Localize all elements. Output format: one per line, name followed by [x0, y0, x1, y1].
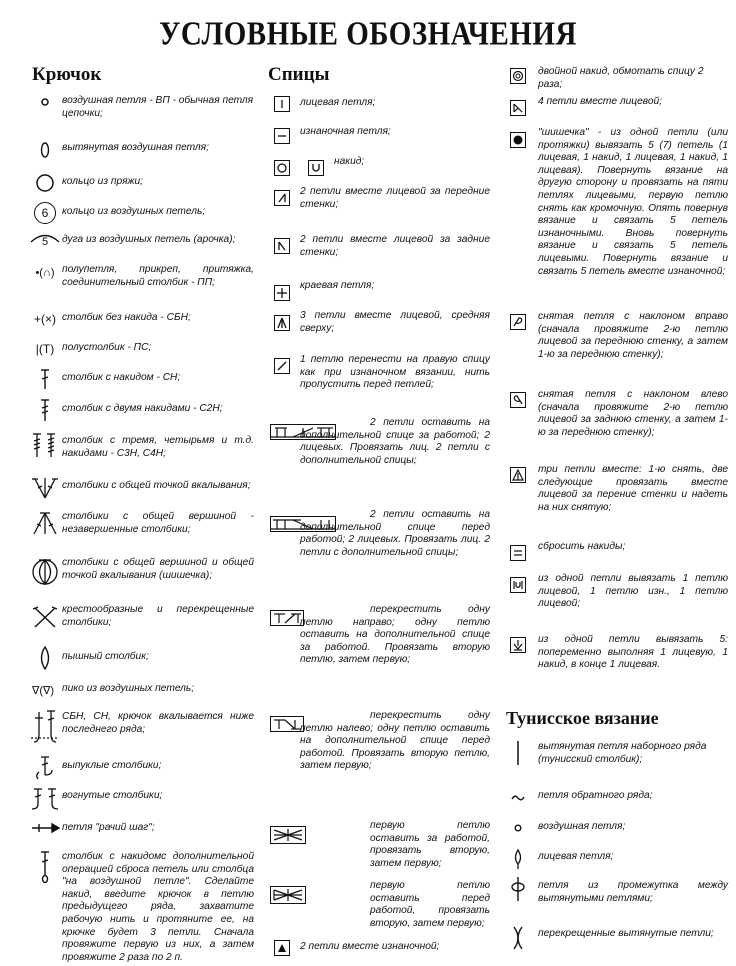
legend-item: 2 петли вместе изнаночной; [300, 941, 440, 952]
legend-item: кольцо из пряжи; [62, 176, 144, 187]
below-row-icon [30, 708, 60, 746]
knit-loop-icon [510, 848, 526, 870]
crab-stitch-icon [30, 822, 60, 834]
recessed-icon [28, 786, 62, 812]
cross-right-icon [270, 610, 304, 626]
cross-left-icon [270, 716, 304, 732]
sk2p-icon [510, 467, 526, 483]
slip-purlwise-icon [274, 358, 290, 374]
legend-item: столбик с тремя, четырьмя и т.д. накидами - С3Н, С4Н; [62, 435, 254, 459]
picot-icon: ∇(∇) [31, 684, 55, 697]
legend-item: дуга из воздушных петель (арочка); [62, 234, 236, 245]
legend-item: вогнутые столбики; [62, 790, 163, 801]
legend-item: столбик с двумя накидами - С2Н; [62, 403, 223, 414]
double-crochet-icon [36, 368, 54, 390]
legend-item: снятая петля с наклоном вправо (сначала провяжите 2-ю петлю лицевой за переднюю стенку, а затем 1-ю за переднюю стенку); [538, 311, 728, 360]
nupp-icon [510, 132, 526, 148]
legend-item: воздушная петля; [538, 821, 626, 832]
legend-item: столбик без накида - СБН; [62, 312, 191, 323]
legend-item: краевая петля; [300, 280, 375, 291]
legend-item: 2 петли оставить на дополнительной спице за работой; 2 лицевых. Провязать лиц. 2 петли с дополнительной спицы; [300, 417, 490, 466]
legend-item: 2 петли оставить на дополнительной спице перед работой; 2 лицевых. Провязать лиц. 2 петли с дополнительной спицы; [300, 509, 490, 558]
legend-item: 4 петли вместе лицевой; [538, 96, 663, 107]
return-loop-icon [508, 792, 528, 804]
double-yo-icon [510, 68, 526, 84]
tss-icon [510, 740, 526, 766]
single-crochet-icon: +(×) [33, 312, 56, 326]
legend-item: 3 петли вместе лицевой, средняя сверху; [300, 310, 490, 334]
yarn-over-alt-icon [308, 160, 324, 176]
legend-item: перекрещенные вытянутые петли; [538, 928, 714, 939]
page-title: УСЛОВНЫЕ ОБОЗНАЧЕНИЯ [159, 15, 577, 53]
k3tog-icon [274, 315, 290, 331]
legend-item: воздушная петля - ВП - обычная петля цепочки; [62, 95, 254, 119]
legend-item: из одной петли вывязать 5: попеременно выполняя 1 лицевую, 1 накид, в конце 1 лицевая. [538, 634, 728, 671]
legend-item: двойной накид, обмотать спицу 2 раза; [538, 66, 704, 90]
legend-item: столбики с общей вершиной - незавершенные столбики; [62, 511, 254, 535]
k2tog-back-icon [274, 238, 290, 254]
arch-count: 5 [41, 236, 49, 248]
legend-item: перекрестить одну петлю налево; одну петлю оставить на дополнительной спице перед работой. Провязать вторую петлю, затем первую; [300, 710, 490, 772]
legend-item: 1 петлю перенести на правую спицу как при изнаночном вязании, нить пропустить перед петлей; [300, 354, 490, 391]
legend-item: крестообразные и перекрещенные столбики; [62, 604, 254, 628]
k2tog-front-icon [274, 190, 290, 206]
legend-item: столбик с накидомс дополнительной операцией сброса петель или столбца "на воздушной петле". Сделайте накид, введите крючок в петлю предыдущего ряда, захватите рабочую нить и протяните ее, на крючке будет 3 петли. Сначала провяжите первую из них, а затем провяжите 2 раза по 2 п. [62, 851, 254, 963]
inc5-icon [510, 637, 526, 653]
treble-crochet-icon [36, 398, 54, 422]
legend-item: петля "рачий шаг"; [62, 822, 155, 833]
legend-item: вытянутая воздушная петля; [62, 142, 209, 153]
slip-stitch-icon: •(∩) [35, 267, 55, 279]
between-loops-icon [508, 876, 528, 902]
legend-item: три петли вместе: 1-ю снять, две следующие провязать вместе лицевой за перение стенки и надеть на них снятую; [538, 464, 728, 513]
legend-item: лицевая петля; [538, 851, 614, 862]
ssk-left-icon [510, 392, 526, 408]
legend-item: столбики с общей вершиной и общей точкой вкалывания (шишечка); [62, 557, 254, 581]
chain-arch-icon [28, 229, 62, 249]
legend-item: петля обратного ряда; [538, 790, 653, 801]
chain-stitch-icon [36, 96, 54, 108]
legend-item: вытянутая петля наборного ряда (тунисский столбик); [538, 741, 707, 765]
half-double-icon: |(T) [35, 342, 55, 356]
legend-item: полупетля, прикреп, притяжка, соединительный столбик - ПП; [62, 264, 254, 288]
k4tog-icon [510, 100, 526, 116]
knit-icon [274, 96, 290, 112]
p2tog-icon [274, 940, 290, 956]
legend-item: столбики с общей точкой вкалывания; [62, 480, 251, 491]
crossed-loops-icon [510, 926, 526, 950]
legend-item: лицевая петля; [300, 97, 376, 108]
chain-icon [510, 822, 526, 834]
drop-yo-icon [510, 545, 526, 561]
legend-item: 2 петли вместе лицевой за задние стенки; [300, 234, 490, 258]
legend-item: СБН, СН, крючок вкалывается ниже последнего ряда; [62, 711, 254, 735]
tunisian-heading: Тунисское вязание [506, 708, 659, 728]
legend-item: пышный столбик; [62, 651, 149, 662]
legend-item: полустолбик - ПС; [62, 342, 152, 353]
dc-closure-icon [34, 850, 56, 884]
elongated-chain-icon [36, 141, 54, 159]
chain-ring-icon: 6 [34, 202, 56, 224]
legend-item: первую петлю оставить за работой, провязать вторую, затем первую; [370, 820, 490, 869]
legend-item: выпуклые столбики; [62, 760, 162, 771]
swap-front-icon [270, 886, 306, 904]
crochet-heading: Крючок [32, 64, 102, 85]
crossed-icon [32, 605, 58, 629]
yarn-over-icon [274, 160, 290, 176]
bobble-icon [28, 557, 62, 587]
legend-item: первую петлю оставить перед работой, провязать вторую, затем первую; [370, 880, 490, 929]
swap-back-icon [270, 826, 306, 844]
legend-item: изнаночная петля; [300, 126, 391, 137]
purl-icon [274, 128, 290, 144]
legend-item: петля из промежутка между вытянутыми петлями; [538, 880, 728, 904]
legend-item: "шишечка" - из одной петли (или протяжки) вывязать 5 (7) петель (1 лицевая, 1 накид, 1 лицевая, 1 накид, 1 лицевая). Повернуть вязание на другую сторону и провязать на пяти петлях лицевыми, первую петлю снять как кромочную. Опять повернув вязание и связать 5 петель изнаночными. Вновь повернуть вязание и связать 5 петель лицевыми. Повернуть вязание и связать 5 петель вместе изнаночной; [538, 127, 728, 277]
legend-item: столбик с накидом - СН; [62, 372, 181, 383]
multi-treble-icon [30, 432, 60, 458]
kpk-icon [510, 577, 526, 593]
legend-item: 2 петли вместе лицевой за передние стенки; [300, 186, 490, 210]
yarn-ring-icon [34, 173, 56, 193]
ssk-right-icon [510, 314, 526, 330]
legend-item: накид; [334, 156, 365, 167]
legend-item: кольцо из воздушных петель; [62, 206, 206, 217]
legend-item: пико из воздушных петель; [62, 683, 195, 694]
edge-icon [274, 285, 290, 301]
raised-icon [32, 755, 58, 781]
legend-item: снятая петля с наклоном влево (сначала провяжите 2-ю петлю лицевой за заднюю стенку, а затем 1-ю за переднюю стенку); [538, 389, 728, 438]
knitting-heading: Спицы [268, 64, 330, 85]
common-base-icon [30, 476, 60, 500]
puff-icon [34, 645, 56, 671]
common-top-icon [30, 510, 60, 536]
legend-item: сбросить накиды; [538, 541, 626, 552]
legend-item: из одной петли вывязать 1 петлю лицевой, 1 петлю изн., 1 петлю лицевой; [538, 573, 728, 610]
legend-item: перекрестить одну петлю направо; одну петлю оставить на дополнительной спице за работой. Провязать вторую петлю, затем первую; [300, 604, 490, 666]
